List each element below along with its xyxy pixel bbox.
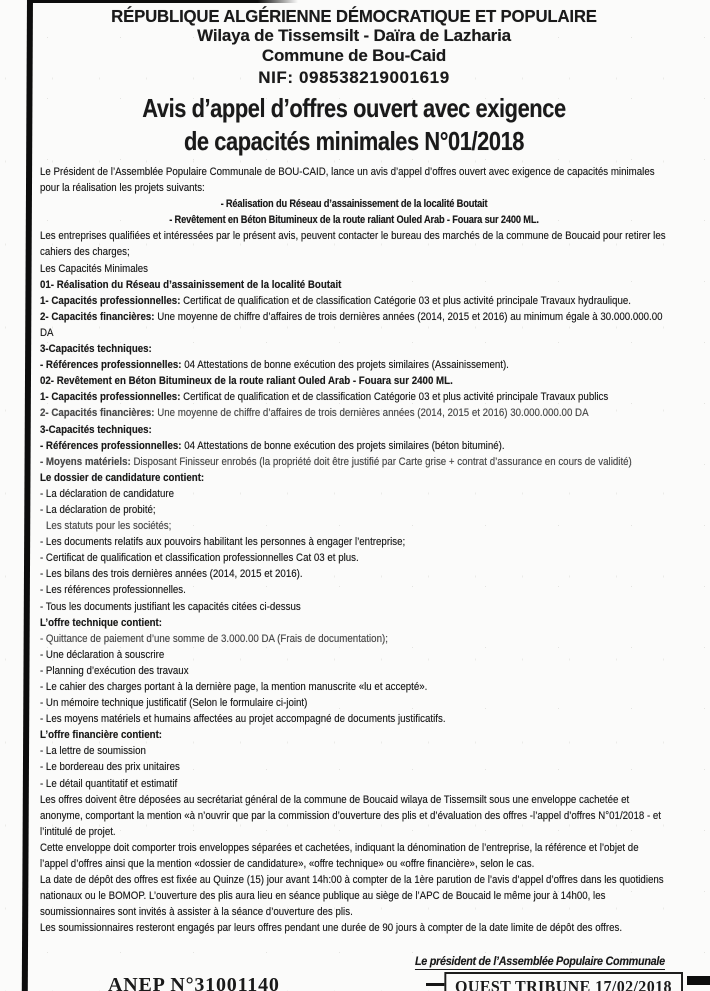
body-paragraph: - Planning d’exécution des travaux bbox=[40, 664, 189, 677]
body-paragraph: 1- Capacités professionnelles: Certificat de qualification et de classification Catégorie 03 et plus activité principale Travaux publics bbox=[40, 391, 609, 404]
body-paragraph: Le dossier de candidature contient: bbox=[40, 471, 205, 484]
wilaya-daira-line: Wilaya de Tissemsilt - Daïra de Lazharia bbox=[197, 26, 511, 45]
body-paragraph: 02- Revêtement en Béton Bitumineux de la route raliant Ouled Arab - Fouara sur 2400 ML. bbox=[40, 375, 453, 388]
body-paragraph: L’offre technique contient: bbox=[40, 616, 163, 629]
body-paragraph: - La déclaration de probité; bbox=[40, 503, 156, 516]
commune-line: Commune de Bou-Caid bbox=[261, 46, 447, 65]
document-content bbox=[40, 0, 668, 991]
body-paragraph: La date de dépôt des offres est fixée au Quinze (15) jour avant 14h:00 à compter de la 1ère parution de l’avis d’appel d’offres dans les quotidiens nationaux ou le BOMOP. L’ouverture des plis aura lieu en séance publique au siège de l’APC de Boucaid le même jour à 14h00, les soumissionnaires sont invités à assister à la séance d’ouverture des plis. bbox=[40, 874, 664, 919]
body-paragraph: Le Président de l’Assemblée Populaire Communale de BOU-CAID, lance un avis d’appel d’offres ouvert avec exigence de capacités minimales pour la réalisation les projets suivants: bbox=[40, 166, 655, 195]
body-paragraph: - La lettre de soumission bbox=[40, 745, 146, 758]
body-paragraph: 01- Réalisation du Réseau d’assainissement de la localité Boutait bbox=[40, 278, 342, 291]
body-paragraph: - Le bordereau des prix unitaires bbox=[40, 761, 180, 774]
body-paragraph: Les offres doivent être déposées au secrétariat général de la commune de Boucaid wilaya de Tissemsilt sous une enveloppe cachetée et anonyme, comportant la mention «à n’ouvrir que par la commission d’ouverture des plis et d’évaluation des offres -l’appel d’offres N°01/2018 - et l’intitulé de projet. bbox=[40, 793, 662, 838]
signature-line: Le président de l’Assemblée Populaire Communale bbox=[415, 956, 665, 968]
notice-title bbox=[90, 92, 618, 158]
body-paragraph: - Revêtement en Béton Bitumineux de la route raliant Ouled Arab - Fouara sur 2400 ML. bbox=[169, 214, 539, 227]
notice-title-line2: de capacités minimales N°01/2018 bbox=[183, 126, 525, 156]
body-paragraph: - Quittance de paiement d’une somme de 3.000.00 DA (Frais de documentation); bbox=[40, 632, 388, 645]
journal-date-box: OUEST TRIBUNE 17/02/2018 bbox=[445, 972, 683, 991]
body-paragraph: - Références professionnelles: 04 Attestations de bonne exécution des projets similaires (Assainissement). bbox=[40, 359, 509, 372]
body-paragraph: L’offre financière contient: bbox=[40, 729, 163, 742]
body-paragraph: - Certificat de qualification et classification professionnelles Cat 03 et plus. bbox=[40, 552, 359, 565]
body-paragraph: - Références professionnelles: 04 Attestations de bonne exécution des projets similaires (béton bituminé). bbox=[40, 439, 505, 452]
body-paragraph: - Un mémoire technique justificatif (Selon le formulaire ci-joint) bbox=[40, 697, 308, 710]
body-paragraph: - Tous les documents justifiant les capacités citées ci-dessus bbox=[40, 600, 301, 613]
body-paragraph: - Une déclaration à souscrire bbox=[40, 648, 165, 661]
scan-edge-mark bbox=[687, 976, 710, 985]
body-paragraph: - Les références professionnelles. bbox=[40, 584, 186, 597]
republic-heading: RÉPUBLIQUE ALGÉRIENNE DÉMOCRATIQUE ET POPULAIRE bbox=[111, 6, 597, 26]
body-paragraph: - La déclaration de candidature bbox=[40, 487, 175, 500]
body-paragraph: 2- Capacités financières: Une moyenne de chiffre d’affaires de trois dernières années (2014, 2015 et 2016) au minimum égale à 30.000.000.00 DA bbox=[40, 310, 663, 339]
anep-reference: ANEP N°31001140 bbox=[108, 974, 280, 991]
body-paragraph: Cette enveloppe doit comporter trois enveloppes séparées et cachetées, indiquant la dénomination de l’entreprise, la référence et l’objet de l’appel d’offres ainsi que la mention «dossier de candidature», «offre technique» ou «offre financière», selon le cas. bbox=[40, 841, 639, 871]
notice-title-line1: Avis d’appel d’offres ouvert avec exigence bbox=[142, 93, 566, 123]
body-paragraph: 1- Capacités professionnelles: Certificat de qualification et de classification Catégorie 03 et plus activité principale Travaux hydraulique. bbox=[40, 294, 631, 307]
body-paragraph: Les entreprises qualifiées et intéressées par le présent avis, peuvent contacter le bureau des marchés de la commune de Boucaid pour retirer les cahiers des charges; bbox=[40, 230, 666, 259]
body-paragraph: Les Capacités Minimales bbox=[40, 262, 149, 275]
body-paragraph: - Le cahier des charges portant à la dernière page, la mention manuscrite «lu et accepté». bbox=[40, 681, 428, 693]
body-paragraph: 3-Capacités techniques: bbox=[40, 423, 152, 436]
scan-frame-left-border bbox=[22, 0, 33, 991]
body-paragraph: - Moyens matériels: Disposant Finisseur enrobés (la propriété doit être justifié par Carte grise + contrat d’assurance en cours de validité) bbox=[40, 455, 632, 468]
notice-body bbox=[40, 164, 668, 959]
body-paragraph: - Les documents relatifs aux pouvoirs habilitant les personnes à engager l’entreprise; bbox=[40, 536, 406, 549]
body-paragraph: 2- Capacités financières: Une moyenne de chiffre d’affaires de trois dernières années (2014, 2015 et 2016) 30.000.000.00 DA bbox=[40, 407, 589, 420]
body-paragraph: 3-Capacités techniques: bbox=[40, 343, 152, 356]
body-paragraph: Les statuts pour les sociétés; bbox=[46, 520, 172, 533]
body-paragraph: - Les bilans des trois dernières années (2014, 2015 et 2016). bbox=[40, 568, 303, 581]
nif-line: NIF: 098538219001619 bbox=[258, 68, 450, 87]
body-paragraph: Les soumissionnaires resteront engagés par leurs offres pendant une durée de 90 jours à compter de la date limite de dépôt des offres. bbox=[40, 922, 623, 935]
body-paragraph: - Le détail quantitatif et estimatif bbox=[40, 777, 178, 790]
body-paragraph: - Réalisation du Réseau d’assainissement de la localité Boutait bbox=[220, 198, 488, 211]
body-paragraph: - Les moyens matériels et humains affectées au projet accompagné de documents justificatifs. bbox=[40, 713, 446, 726]
